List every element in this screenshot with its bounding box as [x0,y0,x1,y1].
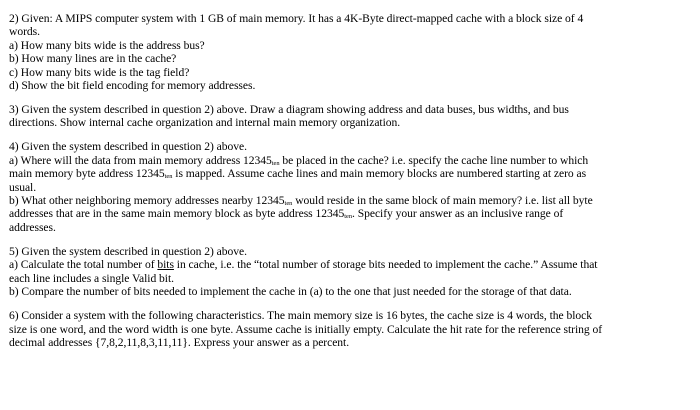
text-segment: would reside in the same block of main memory? i.e. list all byte [292,194,593,208]
question-6-line-1: 6) Consider a system with the following characteristics. The main memory size is 16 bytes, the cache size is 4 words, the block [9,309,592,323]
question-5 [9,245,691,299]
question-2-part-c: c) How many bits wide is the tag field? [9,65,190,79]
text-segment: a) Where will the data from main memory address 12345 [9,153,272,167]
question-5-line-1: 5) Given the system described in question 2) above. [9,244,247,258]
base-subscript: ten [271,159,280,167]
text-segment: b) What other neighboring memory addresses nearby 12345 [9,194,285,208]
question-2-part-b: b) How many lines are in the cache? [9,52,177,66]
question-6-line-2: size is one word, and the word width is one byte. Assume cache is initially empty. Calculate the hit rate for the reference string of [9,322,603,336]
text-segment: a) Calculate the total number of [9,258,158,272]
question-6 [9,309,691,349]
text-segment: in cache, i.e. the “total number of storage bits needed to implement the cache.” Assume that [173,258,598,272]
text-segment: be placed in the cache? i.e. specify the cache line number to which [279,153,589,167]
question-4-part-b-line-1 [9,194,691,207]
question-4-line-1: 4) Given the system described in question 2) above. [9,140,247,154]
question-3-line-2: directions. Show internal cache organization and internal main memory organization. [9,116,401,130]
underlined-word: bits [157,258,174,272]
question-5-part-b: b) Compare the number of bits needed to implement the cache in (a) to the one that just needed for the storage of that data. [9,285,572,299]
question-4 [9,140,691,234]
text-segment: main memory byte address 12345 [9,167,165,181]
question-2-part-a: a) How many bits wide is the address bus? [9,38,205,52]
base-subscript: ten [344,213,353,221]
question-3-line-1: 3) Given the system described in question 2) above. Draw a diagram showing address and data buses, bus widths, and bus [9,103,569,117]
question-2-line-2: words. [9,25,40,39]
question-4-part-a-line-1 [9,154,691,167]
question-2-line-1: 2) Given: A MIPS computer system with 1 GB of main memory. It has a 4K-Byte direct-mapped cache with a block size of 4 [9,12,584,25]
question-3 [9,103,691,130]
text-segment: is mapped. Assume cache lines and main memory blocks are numbered starting at zero as [172,167,587,181]
question-4-part-a-line-3: usual. [9,180,37,194]
question-2 [9,12,691,92]
text-segment: addresses that are in the same main memory block as byte address 12345 [9,207,345,221]
text-segment: . Specify your answer as an inclusive range of [352,207,564,221]
base-subscript: ten [164,173,173,181]
base-subscript: ten [284,200,293,208]
question-4-part-b-line-3: addresses. [9,220,56,234]
question-4-part-b-line-2 [9,207,691,220]
question-6-line-3: decimal addresses {7,8,2,11,8,3,11,11}. Express your answer as a percent. [9,335,350,349]
question-5-part-a-line-2: each line includes a single Valid bit. [9,271,174,285]
question-5-part-a-line-1 [9,258,691,271]
question-2-part-d: d) Show the bit field encoding for memory addresses. [9,79,256,93]
question-4-part-a-line-2 [9,167,691,180]
